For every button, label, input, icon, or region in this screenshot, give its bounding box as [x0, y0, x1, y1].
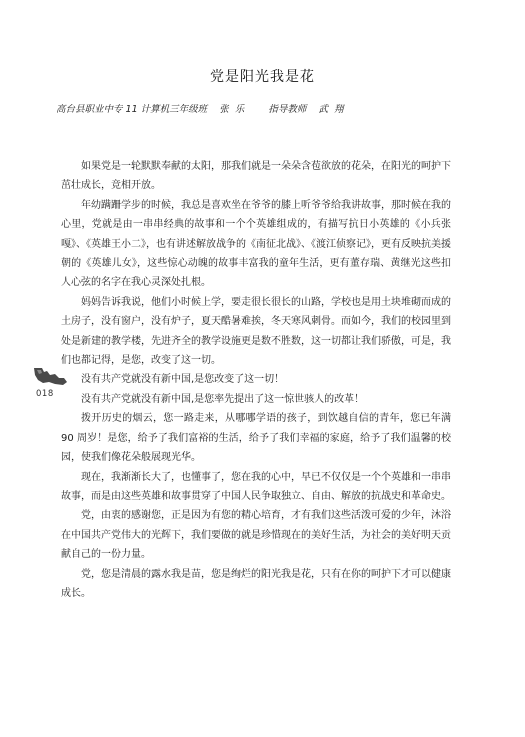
- paragraph-2: 年幼蹒跚学步的时候，我总是喜欢坐在爷爷的膝上听爷爷给我讲故事，那时候在我的心里，党就是由一串串经典的故事和一个个英雄组成的，有描写抗日小英雄的《小兵张嘎》、《英雄王小二》，也有讲述解放战争的《南征北战》、《渡江侦察记》，更有反映抗美援朝的《英雄儿女》，这些惊心动魄的故事丰富我的童年生活，更有董存瑞、黄继光这些扣人心弦的名字在我心灵深处扎根。: [61, 199, 451, 289]
- paragraph-8: 党，由衷的感谢您，正是因为有您的精心培育，才有我们这些活泼可爱的少年，沐浴在中国共产党伟大的光辉下，我们要做的就是珍惜现在的美好生活，为社会的美好明天贡献自己的一份力量。: [61, 510, 451, 561]
- paragraph-6: 拨开历史的烟云，您一路走来，从哪哪学语的孩子，到饮越自信的青年，您已年满 90 周岁！是您，给予了我们富裕的生活，给予了我们幸福的家庭，给予了我们温馨的校园，使我们像花朵般展现光华。: [61, 413, 451, 464]
- page-corner-ornament-icon: [33, 366, 69, 386]
- paragraph-7: 现在，我渐渐长大了，也懂事了，您在我的心中，早已不仅仅是一个个英雄和一串串故事，而是由这些英雄和故事贯穿了中国人民争取独立、自由、解放的抗战史和革命史。: [61, 471, 451, 502]
- paragraph-4: 没有共产党就没有新中国,是您改变了这一切！: [81, 374, 285, 386]
- author-byline: 高台县职业中专 11 计算机三年级班 张 乐 指导教师 武 翔: [56, 104, 344, 115]
- paragraph-1: 如果党是一轮默默奉献的太阳，那我们就是一朵朵含苞欲放的花朵，在阳光的呵护下茁壮成长，竞相开放。: [61, 161, 451, 192]
- paragraph-9: 党，您是清晨的露水我是苗，您是绚烂的阳光我是花，只有在你的呵护下才可以健康成长。: [61, 568, 451, 599]
- paragraph-3: 妈妈告诉我说，他们小时候上学，要走很长很长的山路，学校也是用土块堆砌而成的土房子，没有窗户，没有炉子，夏天酷暑难挨，冬天寒风刺骨。而如今，我们的校园里到处是新建的教学楼，先进齐全的教学设施更是数不胜数，这一切都让我们骄傲，可是，我们也都记得，是您，改变了这一切。: [61, 296, 451, 367]
- paragraph-5: 没有共产党就没有新中国,是您率先提出了这一惊世骇人的改革！: [81, 393, 365, 405]
- article-body: [61, 157, 451, 603]
- page-title: 党是阳光我是花: [210, 69, 315, 85]
- page-number: 018: [36, 389, 54, 399]
